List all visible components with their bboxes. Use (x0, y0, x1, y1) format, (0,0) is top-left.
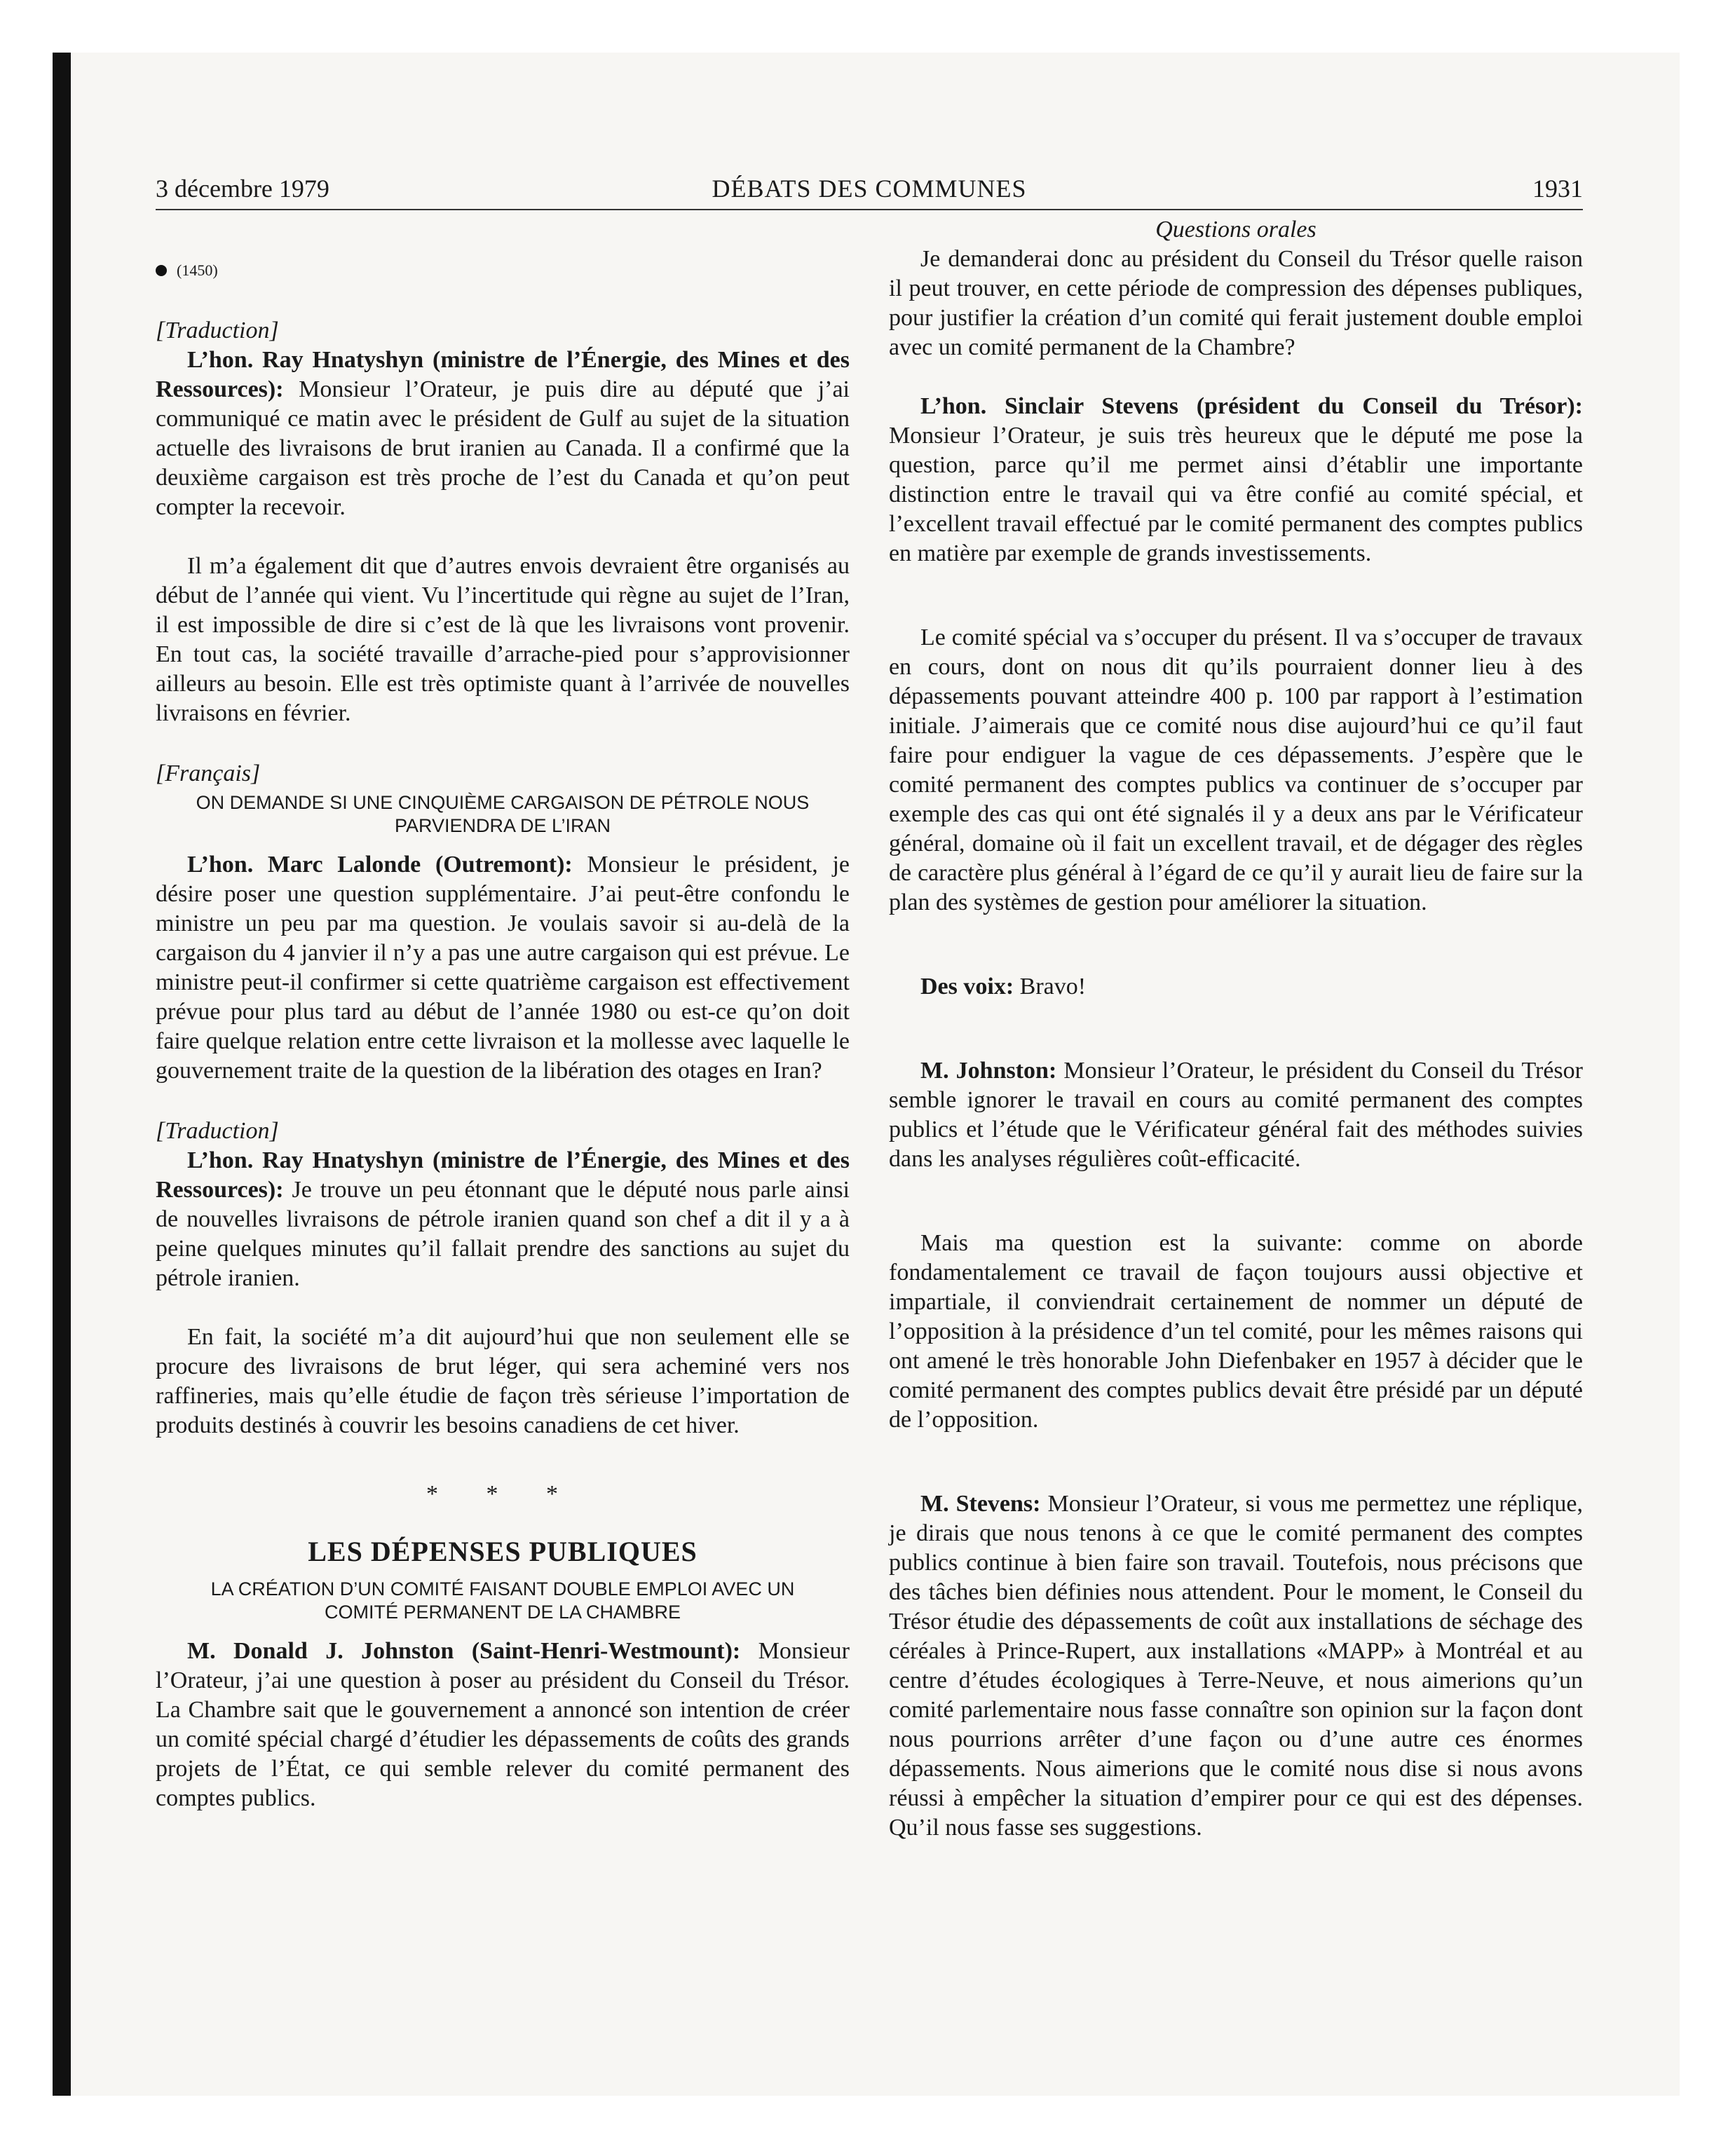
paragraph (156, 1637, 850, 1813)
paragraph-text: Monsieur l’Orateur, si vous me permettez une réplique, je dirais que nous tenons à ce que le comité permanent des comptes publics continue à bien faire son travail. Toutefois, nous précisons que des tâches bien définies nous attendent. Pour le moment, le Conseil du Trésor étudie des dépassements de coût aux installations de séchage des céréales à Prince-Rupert, aux installations «MAPP» à Montréal et au centre d’études écologiques à Terre-Neuve, et nous aimerions qu’un comité parlementaire nous fasse connaître son opinion sur la façon dont nous pourrions arrêter d’une façon ou d’une autre ces énormes dépassements. Nous aimerions que le comité nous dise si nous avons réussi à empêcher la situation d’empirer pour ce qui est des dépenses. Qu’il nous fasse ses suggestions. (889, 1491, 1583, 1841)
paragraph-text: Monsieur le président, je désire poser une question supplémentaire. J’ai peut-être confondu le ministre un peu par ma question. Je voulais savoir si au-delà de la cargaison du 4 janvier il n’y a pas une autre cargaison qui est prévue. Le ministre peut-il confirmer si cette quatrième cargaison est effectivement prévue pour plus tard au début de l’année 1980 ou est-ce qu’on doit faire quelque relation entre cette livraison et la mollesse avec laquelle le gouvernement traite de la question de la libération des otages en Iran? (156, 852, 850, 1084)
paragraph (889, 972, 1583, 1002)
paragraph-text: Je trouve un peu étonnant que le député nous parle ainsi de nouvelles livraisons de pétrole iranien quand son chef a dit il y a à peine quelques minutes qu’il fallait prendre des sanctions au sujet du pétrole iranien. (156, 1177, 850, 1291)
paragraph: Je demanderai donc au président du Conseil du Trésor quelle raison il peut trouver, en cette période de compression des dépenses publiques, pour justifier la création d’un comité qui ferait justement double emploi avec un comité permanent de la Chambre? (889, 246, 1583, 360)
page-number: 1931 (1532, 175, 1583, 203)
speaker: Des voix: (920, 974, 1014, 999)
header-date: 3 décembre 1979 (156, 175, 329, 203)
scan-edge (53, 53, 71, 2096)
paragraph (156, 1146, 850, 1293)
time-marker-label: (1450) (177, 261, 218, 279)
page-header (156, 174, 1583, 210)
speaker: L’hon. Marc Lalonde (Outremont): (187, 852, 573, 878)
paragraph (889, 1489, 1583, 1843)
paragraph: Mais ma question est la suivante: comme on aborde fondamentalement ce travail de façon toujours aussi objective et impartiale, il conviendrait certainement de nommer un député de l’opposition à la présidence d’un tel comité, pour les mêmes raisons qui ont amené le très honorable John Diefenbaker en 1957 à décider que le comité permanent des comptes publics devait être présidé par un député de l’opposition. (889, 1230, 1583, 1433)
paragraph (156, 850, 850, 1086)
speaker: M. Stevens: (920, 1491, 1041, 1517)
paragraph: En fait, la société m’a dit aujourd’hui que non seulement elle se procure des livraisons de brut léger, qui sera acheminé vers nos raffineries, mais qu’elle étudie de façon très sérieuse l’importation de produits destinés à couvrir les besoins canadiens de cet hiver. (156, 1324, 850, 1438)
language-note: [Français] (156, 760, 261, 786)
column-heading: Questions orales (1155, 217, 1316, 243)
left-column (156, 221, 850, 1813)
speaker: L’hon. Sinclair Stevens (président du Conseil du Trésor): (920, 393, 1583, 419)
paragraph-text: Monsieur l’Orateur, je puis dire au député que j’ai communiqué ce matin avec le président de Gulf au sujet de la situation actuelle des livraisons de brut iranien au Canada. Il a confirmé que la deuxième cargaison est très proche de l’est du Canada et qu’on peut compter la recevoir. (156, 376, 850, 520)
time-marker (156, 256, 850, 285)
speaker: L’hon. Ray Hnatyshyn (ministre de l’Énergie, des Mines et des Ressources): (156, 347, 850, 402)
paragraph-text: Bravo! (1014, 974, 1087, 999)
right-column (889, 217, 1583, 1843)
language-note: [Traduction] (156, 318, 279, 343)
subheading: LA CRÉATION D’UN COMITÉ FAISANT DOUBLE EMPLOI AVEC UN COMITÉ PERMANENT DE LA CHAMBRE (210, 1578, 795, 1623)
paragraph (889, 392, 1583, 568)
paragraph: Il m’a également dit que d’autres envois devraient être organisés au début de l’année qui vient. Vu l’incertitude qui règne au sujet de l’Iran, il est impossible de dire si c’est de là que les livraisons vont provenir. En tout cas, la société travaille d’arrache-pied pour s’approvisionner ailleurs au besoin. Elle est très optimiste quant à l’arrivée de nouvelles livraisons en février. (156, 553, 850, 726)
paragraph-text: Monsieur l’Orateur, je suis très heureux que le député me pose la question, parce qu’il me permet ainsi d’établir une importante distinction entre le travail qui va être confié au comité spécial, et l’excellent travail effectué par le comité permanent des comptes publics en matière par exemple de grands investissements. (889, 423, 1583, 566)
section-separator: * * * (426, 1481, 579, 1507)
header-title: DÉBATS DES COMMUNES (712, 175, 1027, 203)
section-heading: LES DÉPENSES PUBLIQUES (308, 1536, 698, 1567)
speaker: M. Johnston: (920, 1058, 1057, 1084)
paragraph: Le comité spécial va s’occuper du présent. Il va s’occuper de travaux en cours, dont on nous dit qu’ils pourraient donner lieu à des dépassements pouvant atteindre 400 p. 100 par rapport à l’estimation initiale. J’aimerais que ce comité nous dise aujourd’hui ce qu’il faut faire pour endiguer la vague de ces dépassements. J’espère que le comité permanent des comptes publics va continuer de s’occuper par exemple des cas qui ont été signalés il y a deux ans par le Vérificateur général, domaine où il fait un excellent travail, et de dégager des règles de caractère plus général à l’égard de ce qu’il y aurait lieu de faire sur la plan des systèmes de gestion pour améliorer la situation. (889, 625, 1583, 915)
paragraph-text: Monsieur l’Orateur, j’ai une question à poser au président du Conseil du Trésor. La Chambre sait que le gouvernement a annoncé son intention de créer un comité spécial chargé d’étudier les dépassements de coûts des grands projets de l’État, ce qui semble relever du comité permanent des comptes publics. (156, 1638, 850, 1811)
language-note: [Traduction] (156, 1118, 279, 1144)
speaker: L’hon. Ray Hnatyshyn (ministre de l’Énergie, des Mines et des Ressources): (156, 1147, 850, 1203)
speaker: M. Donald J. Johnston (Saint-Henri-Westmount): (187, 1638, 741, 1664)
paragraph (889, 1056, 1583, 1174)
paragraph-text: Monsieur l’Orateur, le président du Conseil du Trésor semble ignorer le travail en cours au comité permanent des comptes publics et l’étude que le Vérificateur général fait des méthodes suivies dans les analyses régulières coût-efficacité. (889, 1058, 1583, 1172)
bullet-icon (156, 265, 167, 276)
paragraph (156, 346, 850, 522)
subheading: ON DEMANDE SI UNE CINQUIÈME CARGAISON DE PÉTROLE NOUS PARVIENDRA DE L’IRAN (196, 792, 810, 836)
